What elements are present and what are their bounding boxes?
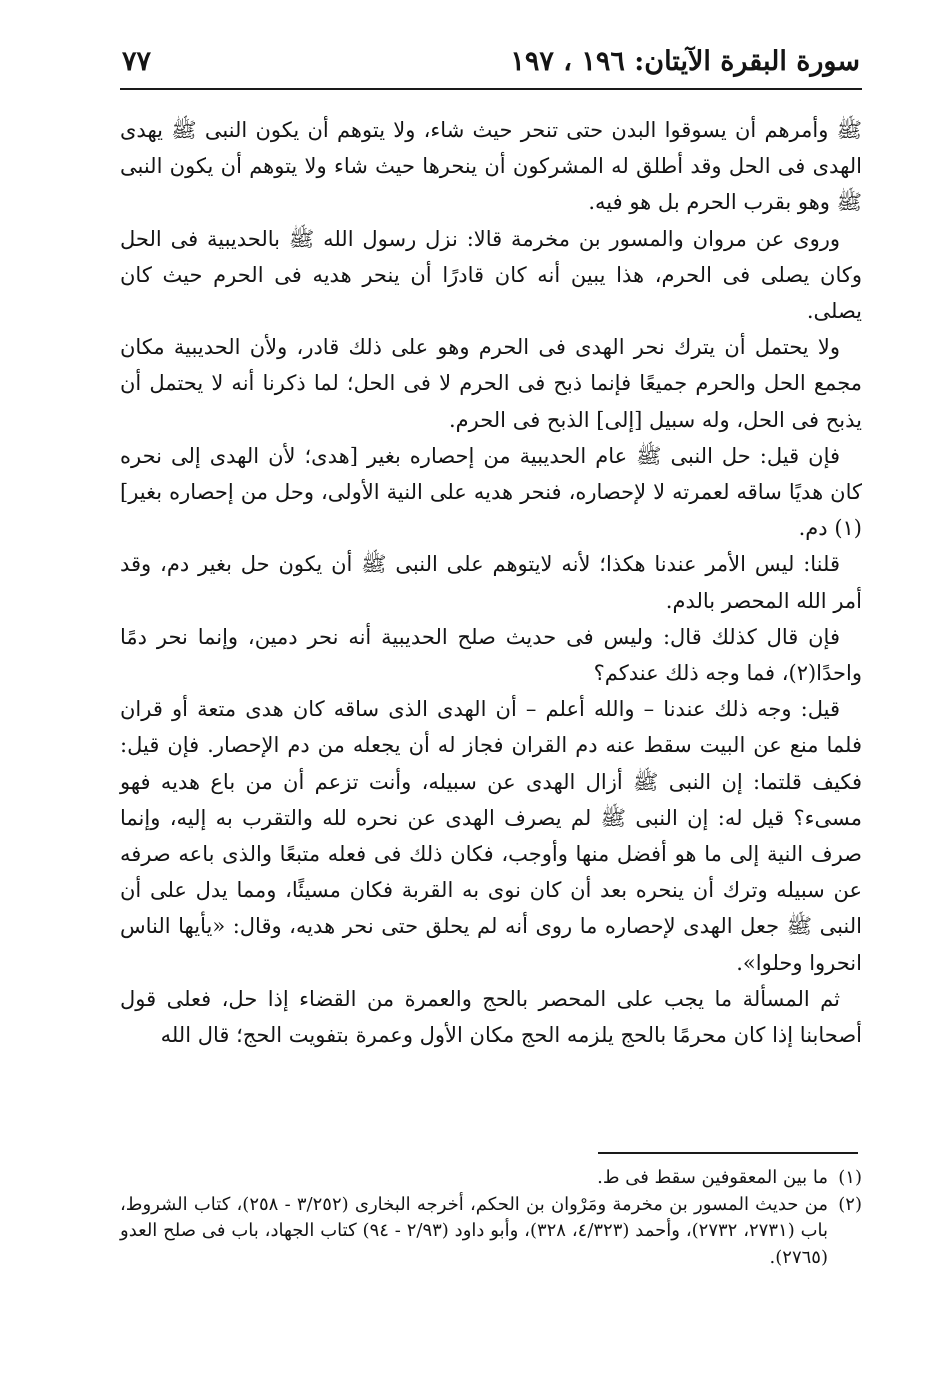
page-header xyxy=(120,40,862,90)
footnote-text: ما بين المعقوفين سقط فى ط. xyxy=(597,1167,828,1188)
paragraph: قيل: وجه ذلك عندنا – والله أعلم – أن الهدى الذى ساقه كان هدى متعة أو قران فلما منع عن البيت سقط عنه دم القران فجاز له أن يجعله من دم الإحصار. فإن قيل: فكيف قلتما: إن النبى ﷺ أزال الهدى عن سبيله، وأنت تزعم أن من باع هديه فهو مسىء؟ قيل له: إن النبى ﷺ لم يصرف الهدى عن نحره لله والتقرب به إليه، وإنما صرف النية إلى ما هو أفضل منها وأوجب، فكان ذلك فى فعله متبعًا والذى باعه صرفه عن سبيله وترك أن ينحره بعد أن كان نوى به القربة فكان مسيئًا، ومما يدل على أن النبى ﷺ جعل الهدى لإحصاره ما روى أنه لم يحلق حتى نحر هديه، وقال: «يأيها الناس انحروا وحلوا». xyxy=(120,697,863,975)
paragraph: فإن قيل: حل النبى ﷺ عام الحديبية من إحصاره بغير [هدى؛ لأن الهدى إلى نحره كان هديًا ساقه لعمرته لا لإحصاره، فنحر هديه على النية الأولى، وحل من إحصاره بغير](١) دم. xyxy=(120,443,862,541)
main-text xyxy=(120,112,862,1053)
footnote-number: (١) xyxy=(838,1167,862,1188)
paragraph: ﷺ وأمرهم أن يسوقوا البدن حتى تنحر حيث شاء، ولا يتوهم أن يكون النبى ﷺ يهدى الهدى فى الحل وقد أطلق له المشركون أن ينحرها حيث شاء ولا يتوهم أن يكون النبى ﷺ وهو بقرب الحرم بل هو فيه. xyxy=(120,118,862,215)
paragraph: فإن قال كذلك قال: وليس فى حديث صلح الحديبية أنه نحر دمين، وإنما نحر دمًا واحدًا(٢)، فما وجه ذلك عندكم؟ xyxy=(120,624,862,686)
footnote-separator xyxy=(598,1152,858,1154)
paragraph: ثم المسألة ما يجب على المحصر بالحج والعمرة من القضاء إذا حل، فعلى قول أصحابنا إذا كان محرمًا بالحج يلزمه الحج مكان الأول وعمرة بتفويت الحج؛ قال الله xyxy=(120,986,862,1048)
footnotes xyxy=(120,1165,862,1271)
page-number: ٧٧ xyxy=(122,46,152,77)
running-title: سورة البقرة الآيتان: ١٩٦ ، ١٩٧ xyxy=(510,46,860,77)
footnote-number: (٢) xyxy=(838,1193,862,1215)
paragraph: ولا يحتمل أن يترك نحر الهدى فى الحرم وهو على ذلك قادر، ولأن الحديبية مكان مجمع الحل والحرم جميعًا فإنما ذبح فى الحرم لا فى الحل؛ لما ذكرنا أنه لا يحتمل أن يذبح فى الحل، وله سبيل [إلى] الذبح فى الحرم. xyxy=(120,335,862,432)
paragraph: وروى عن مروان والمسور بن مخرمة قالا: نزل رسول الله ﷺ بالحديبية فى الحل وكان يصلى فى الحرم، هذا يبين أنه كان قادرًا أن ينحر هديه فى الحرم حيث كان يصلى. xyxy=(120,226,862,324)
footnote xyxy=(120,1192,862,1272)
paragraph: قلنا: ليس الأمر عندنا هكذا؛ لأنه لايتوهم على النبى ﷺ أن يكون حل بغير دم، وقد أمر الله المحصر بالدم. xyxy=(120,552,862,613)
footnote xyxy=(120,1165,862,1192)
footnote-text: من حديث المسور بن مخرمة ومَرْوان بن الحكم، أخرجه البخارى (٣/٢٥٢ - ٢٥٨)، كتاب الشروط، باب (٢٧٣١، ٢٧٣٢)، وأحمد (٤/٣٢٣، ٣٢٨)، وأبو داود (٢/٩٣ - ٩٤) كتاب الجهاد، باب فى صلح العدو (٢٧٦٥). xyxy=(120,1193,829,1268)
